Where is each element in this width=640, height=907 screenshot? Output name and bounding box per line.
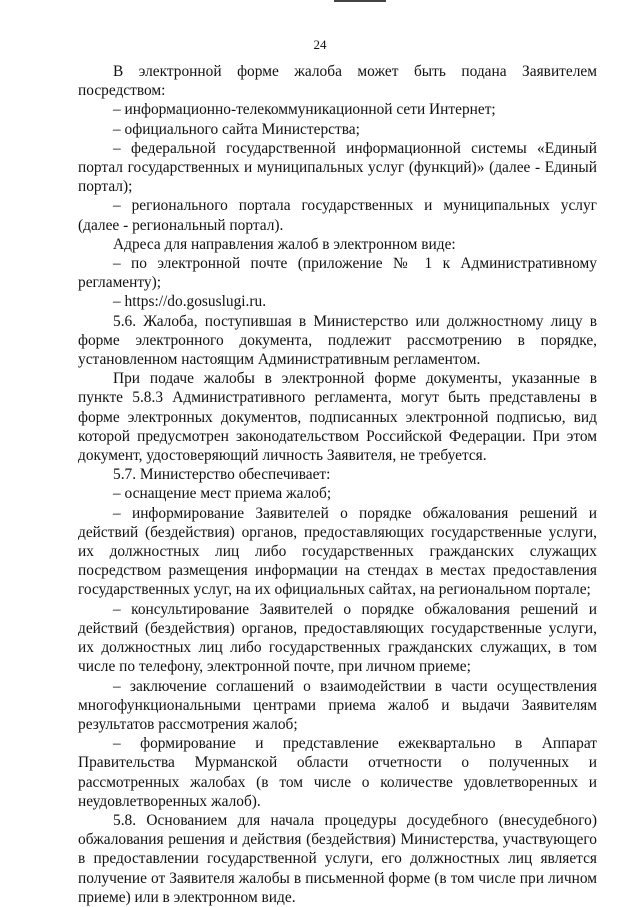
- list-item: – информационно-телекоммуникационной сети Интернет;: [113, 101, 496, 119]
- list-item: – оснащение мест приема жалоб;: [113, 485, 332, 503]
- top-rule: [334, 0, 386, 2]
- page-number: 24: [313, 37, 327, 52]
- paragraph: Адреса для направления жалоб в электронном виде:: [113, 235, 456, 253]
- paragraph: 5.8. Основанием для начала процедуры досудебного (внесудебного) обжалования решения и действия (бездействия) Министерства, участвующего в предоставлении государственной услуги, его должностных лиц является получение от Заявителя жалобы в письменной форме (в том числе при личном приеме) или в электронном виде.: [78, 811, 597, 906]
- list-item: – консультирование Заявителей о порядке обжалования решений и действий (бездействия) органов, предоставляющих государственные услуги, их должностных лиц либо государственных гражданских служащих, в том числе по телефону, электронной почте, при личном приеме;: [78, 600, 597, 676]
- list-item: – по электронной почте (приложение № 1 к Административному регламенту);: [78, 255, 597, 292]
- paragraph: 5.6. Жалоба, поступившая в Министерство или должностному лицу в форме электронного документа, подлежит рассмотрению в порядке, установленном настоящим Административным регламентом.: [78, 312, 597, 369]
- paragraph: В электронной форме жалоба может быть подана Заявителем посредством:: [78, 63, 597, 100]
- list-item: – регионального портала государственных и муниципальных услуг (далее - региональный портал).: [78, 197, 597, 234]
- paragraph: 5.7. Министерство обеспечивает:: [113, 466, 331, 484]
- list-item: – заключение соглашений о взаимодействии в части осуществления многофункциональными центрами приема жалоб и выдачи Заявителям результатов рассмотрения жалоб;: [78, 677, 597, 733]
- document-body: [78, 62, 597, 907]
- list-item: – формирование и представление ежеквартально в Аппарат Правительства Мурманской области отчетности о полученных и рассмотренных жалобах (в том числе о количестве удовлетворенных и неудовлетворенных жалоб).: [78, 735, 597, 810]
- paragraph: При подаче жалобы в электронной форме документы, указанные в пункте 5.8.3 Административного регламента, могут быть представлены в форме электронных документов, подписанных электронной подписью, вид которой предусмотрен законодательством Российской Федерации. При этом документ, удостоверяющий личность Заявителя, не требуется.: [78, 370, 597, 465]
- list-item: – федеральной государственной информационной системы «Единый портал государственных и муниципальных услуг (функций)» (далее - Единый портал);: [78, 139, 597, 196]
- list-item: – https://do.gosuslugi.ru.: [113, 293, 267, 311]
- list-item: – информирование Заявителей о порядке обжалования решений и действий (бездействия) органов, предоставляющих государственные услуги, их должностных лиц либо государственных гражданских служащих посредством размещения информации на стендах в местах предоставления государственных услуг, на их официальных сайтах, на региональном портале;: [78, 504, 597, 599]
- list-item: – официального сайта Министерства;: [113, 120, 360, 138]
